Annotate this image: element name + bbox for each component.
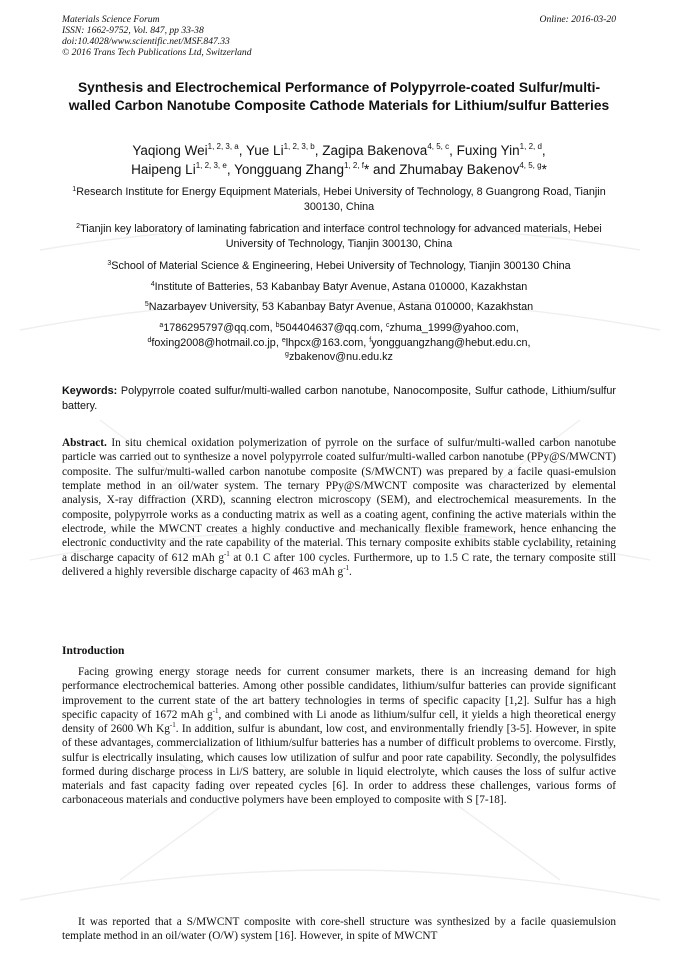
author-affiliation-marker: 4, 5, g (519, 161, 542, 170)
author-affiliation-marker: 1, 2, f (343, 161, 364, 170)
author-name: Yongguang Zhang (234, 162, 344, 177)
affiliation-1 (62, 185, 616, 214)
abstract-superscript: -1 (343, 564, 350, 573)
email-address[interactable]: yongguangzhang@hebut.edu.cn (371, 336, 528, 349)
email-separator: , (275, 336, 282, 349)
affiliation-2-text: Tianjin key laboratory of laminating fabrication and interface control technology for advanced materials, Hebei University of Technology, Tianjin 300130, China (80, 223, 602, 250)
keywords-label: Keywords: (62, 385, 118, 397)
author-affiliation-marker: 1, 2, 3, e (195, 161, 227, 170)
paragraph-superscript: -1 (212, 706, 219, 715)
abstract-superscript: -1 (223, 549, 230, 558)
email-address[interactable]: zhuma_1999@yahoo.com (389, 322, 516, 334)
author-list (62, 141, 616, 179)
affiliation-2-number: 2 (76, 223, 81, 230)
author-separator: * and (363, 162, 400, 177)
email-separator: , (269, 322, 276, 334)
author-name: Yaqiong Wei (132, 143, 208, 158)
author-affiliation-marker: 1, 2, 3, a (207, 142, 239, 151)
abstract-text: In situ chemical oxidation polymerization of pyrrole on the surface of sulfur/multi-walled carbon nanotube particle was carried out to synthesize a novel polypyrrole coated sulfur/multi-walled carbon nanotube (PPy@S/MWCNT) composite. The sulfur/multi-walled carbon nanotube composite (S/MWCNT) was prepared by a facile quasi-emulsion template method in an oil/water system. The ternary PPy@S/MWCNT composite was characterized by elemental analysis, X-ray diffraction (XRD), scanning electron microscopy (SEM), and electrochemical measurements. In the composite, polypyrrole works as a conducting matrix as well as a coating agent, confining the active materials within the electrode, while the MWCNT creates a highly conductive and mechanically flexible framework, hence enhancing the electronic conductivity and the rate capability of the material. This ternary composite exhibits stable cyclability, retaining a discharge capacity of 612 mAh g (62, 437, 617, 564)
copyright-notice: © 2016 Trans Tech Publications Ltd, Switzerland (62, 47, 252, 58)
email-marker: c (385, 322, 390, 329)
affiliation-1-text: Research Institute for Energy Equipment Materials, Hebei University of Technology, 8 Guangrong Road, Tianjin 300130, China (76, 186, 606, 213)
intro-paragraph-2: It was reported that a S/MWCNT composite with core-shell structure was synthesized by a facile quasiemulsion template method in an oil/water (O/W) system [16]. However, in spite of MWCNT (62, 916, 616, 943)
abstract-text: . (349, 566, 352, 579)
email-address[interactable]: zbakenov@nu.edu.kz (288, 351, 393, 363)
email-separator: , (515, 322, 519, 334)
author-separator: , (449, 143, 457, 158)
abstract-text: at 0.1 C after 100 cycles. Furthermore, up to 1.5 C rate, the ternary composite still delivered a highly reversible discharge capacity of 463 mAh g (62, 551, 616, 579)
paragraph-text: , and combined with Li anode as lithium/sulfur cell, it yields a high theoretical energy density of 2600 Wh Kg (62, 708, 616, 735)
email-marker: b (275, 322, 280, 329)
affiliation-2 (62, 222, 616, 251)
keywords-text: Polypyrrole coated sulfur/multi-walled carbon nanotube, Nanocomposite, Sulfur cathode, Lithium/sulfur battery. (62, 385, 616, 412)
affiliation-3-text: School of Material Science & Engineering, Hebei University of Technology, Tianjin 300130 China (111, 260, 571, 272)
author-separator: * (541, 162, 547, 177)
section-heading-introduction: Introduction (62, 645, 125, 657)
email-marker: d (147, 336, 152, 344)
email-marker: e (281, 336, 286, 344)
affiliation-5-text: Nazarbayev University, 53 Kabanbay Batyr Avenue, Astana 010000, Kazakhstan (148, 301, 534, 313)
email-address[interactable]: lhpcx@163.com (285, 336, 364, 349)
intro-paragraph-1 (62, 665, 616, 808)
email-address[interactable]: 504404637@qq.com (279, 322, 380, 334)
email-separator: , (379, 322, 386, 334)
affiliation-5 (62, 300, 616, 315)
email-address[interactable]: 1786295797@qq.com (163, 322, 270, 334)
abstract-label: Abstract. (62, 437, 107, 449)
abstract (62, 436, 616, 579)
affiliation-3 (62, 259, 616, 274)
affiliation-4 (62, 280, 616, 295)
author-affiliation-marker: 1, 2, 3, b (283, 142, 315, 151)
article-doi: doi:10.4028/www.scientific.net/MSF.847.33 (62, 36, 230, 47)
paragraph-superscript: -1 (169, 721, 176, 729)
online-date: Online: 2016-03-20 (539, 14, 616, 25)
author-name: Zhumabay Bakenov (399, 162, 520, 177)
affiliation-4-number: 4 (150, 281, 155, 288)
email-address[interactable]: foxing2008@hotmail.co.jp (151, 336, 276, 349)
email-marker: g (285, 351, 289, 358)
email-list (62, 321, 616, 365)
author-name: Fuxing Yin (456, 143, 520, 158)
author-affiliation-marker: 4, 5, c (427, 142, 450, 151)
author-affiliation-marker: 1, 2, d (519, 142, 542, 151)
keywords (62, 384, 616, 413)
author-name: Zagipa Bakenova (322, 143, 428, 158)
author-separator: , (314, 143, 323, 158)
paragraph-text: Facing growing energy storage needs for current consumer markets, there is an increasing demand for high performance electrochemical batteries. Among other possible candidates, lithium/sulfur batteries can provide significant improvement to the current state of the art battery technologies in terms of specific capacity [1,2]. Sulfur has a high specific capacity of 1672 mAh g (62, 666, 616, 721)
affiliation-5-number: 5 (144, 301, 149, 308)
author-separator: , (238, 143, 247, 158)
author-separator: , (541, 143, 546, 158)
affiliation-3-number: 3 (107, 260, 112, 267)
affiliation-4-text: Institute of Batteries, 53 Kabanbay Batyr Avenue, Astana 010000, Kazakhstan (154, 281, 528, 293)
journal-issn: ISSN: 1662-9752, Vol. 847, pp 33-38 (62, 25, 204, 36)
email-marker: a (159, 322, 164, 329)
paper-title: Synthesis and Electrochemical Performance of Polypyrrole-coated Sulfur/multi-walled Carbon Nanotube Composite Cathode Materials for Lithium/sulfur Batteries (68, 80, 610, 113)
author-name: Haipeng Li (131, 162, 196, 177)
email-separator: , (363, 336, 370, 349)
author-name: Yue Li (246, 143, 284, 158)
journal-name: Materials Science Forum (62, 14, 160, 25)
author-separator: , (226, 162, 235, 177)
paragraph-text: . In addition, sulfur is abundant, low cost, and environmentally friendly [3-5]. However, in spite of these advantages, commercialization of lithium/sulfur batteries has a number of difficult problems to overcome. Firstly, sulfur is electrically insulating, which causes low utilization of sulfur and poor rate capability. Secondly, the polysulfides formed during discharge process in Li/S battery, are soluble in liquid electrolyte, which causes the loss of sulfur active materials and fast capacity fading over repeated cycles [6]. In order to address these challenges, various forms of carbonaceous materials and conductive polymers have been employed to composite with S [7-18]. (62, 723, 616, 807)
affiliation-1-number: 1 (72, 186, 77, 193)
email-marker: f (369, 336, 372, 344)
journal-header (62, 14, 616, 58)
email-separator: , (527, 336, 531, 349)
